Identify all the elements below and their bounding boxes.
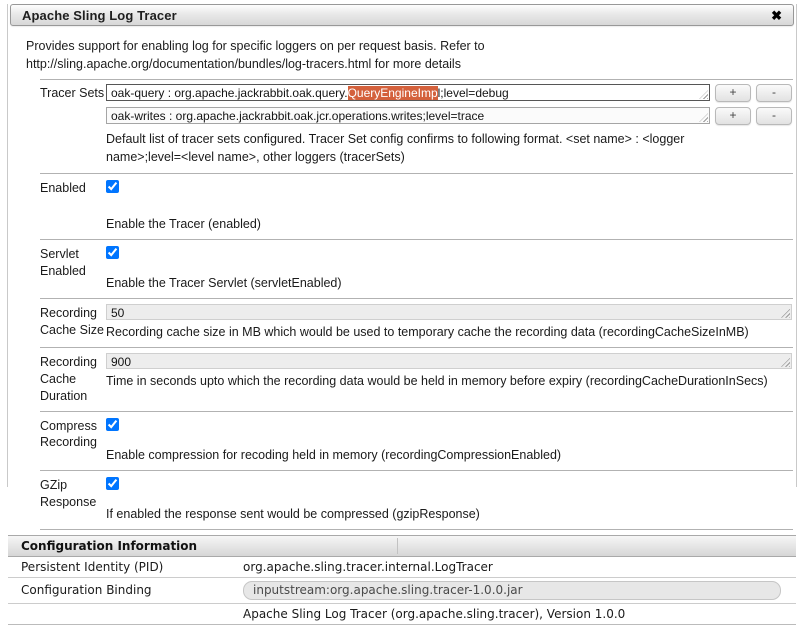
compress-recording-help: Enable compression for recoding held in memory (recordingCompressionEnabled): [106, 447, 562, 462]
selected-text: QueryEngineImp: [347, 86, 438, 101]
remove-tracer-set-button[interactable]: -: [756, 107, 792, 125]
tracer-set-1-text-before: oak-query : org.apache.jackrabbit.oak.query.: [111, 86, 348, 101]
configuration-binding-value: inputstream:org.apache.sling.tracer-1.0.0.jar: [243, 581, 781, 600]
resize-grip-icon[interactable]: [699, 90, 708, 99]
tracer-sets-help: Default list of tracer sets configured. Tracer Set config confirms to following format. <set name> : <logger name>;level=<level name>, other loggers (tracerSets): [106, 132, 685, 165]
remove-tracer-set-button[interactable]: -: [756, 84, 792, 102]
tracer-set-1-text-after: l;level=debug: [437, 86, 509, 101]
configuration-binding-field: [243, 581, 786, 600]
recording-cache-duration-help: Time in seconds upto which the recording data would be held in memory before expiry (recordingCacheDurationInSecs): [106, 373, 768, 388]
recording-cache-duration-input[interactable]: [106, 353, 792, 369]
config-dialog: [7, 4, 797, 621]
row-servlet-enabled: [40, 239, 793, 298]
enabled-field: [106, 179, 793, 233]
dialog-titlebar: [10, 4, 794, 26]
recording-cache-size-help: Recording cache size in MB which would be used to temporary cache the recording data (recordingCacheSizeInMB): [106, 324, 749, 339]
pid-value: org.apache.sling.tracer.internal.LogTracer: [243, 559, 493, 574]
resize-grip-icon[interactable]: [699, 113, 708, 122]
servlet-enabled-field: [106, 245, 793, 292]
gzip-response-checkbox[interactable]: [106, 477, 119, 490]
gzip-response-field: [106, 476, 793, 523]
resize-grip-icon[interactable]: [781, 358, 790, 367]
configuration-binding-label: Configuration Binding: [21, 583, 152, 598]
enabled-checkbox[interactable]: [106, 180, 119, 193]
bundle-version-value: Apache Sling Log Tracer (org.apache.sling.tracer), Version 1.0.0: [243, 606, 626, 621]
row-tracer-sets: [40, 79, 793, 172]
gzip-response-label: GZip Response: [40, 477, 97, 509]
compress-recording-label: Compress Recording: [40, 418, 97, 450]
tracer-set-input-1[interactable]: [106, 84, 710, 101]
gzip-response-help: If enabled the response sent would be compressed (gzipResponse): [106, 506, 480, 521]
row-recording-cache-size: [40, 298, 793, 347]
row-recording-cache-duration: [40, 347, 793, 411]
resize-grip-icon[interactable]: [781, 309, 790, 318]
compress-recording-checkbox[interactable]: [106, 418, 119, 431]
tracer-set-entry: [106, 84, 792, 102]
recording-cache-duration-label: Recording Cache Duration: [40, 354, 97, 403]
recording-cache-duration-field: [106, 353, 793, 405]
servlet-enabled-checkbox[interactable]: [106, 246, 119, 259]
recording-cache-size-label: Recording Cache Size: [40, 305, 104, 337]
compress-recording-field: [106, 417, 793, 464]
recording-cache-size-field: [106, 304, 793, 341]
row-enabled: [40, 173, 793, 239]
dialog-description: Provides support for enabling log for specific loggers on per request basis. Refer to http://sling.apache.org/documentation/bundles/log-tracers.html for more details: [26, 39, 485, 72]
dialog-title: Apache Sling Log Tracer: [22, 7, 177, 23]
pid-row: [8, 557, 796, 578]
close-icon[interactable]: ✖: [771, 7, 782, 23]
row-gzip-response: [40, 470, 793, 529]
recording-cache-size-value: 50: [111, 305, 125, 320]
enabled-help: Enable the Tracer (enabled): [106, 216, 261, 231]
tracer-set-2-text: oak-writes : org.apache.jackrabbit.oak.jcr.operations.writes;level=trace: [111, 109, 485, 124]
add-tracer-set-button[interactable]: +: [715, 84, 751, 102]
row-compress-recording: [40, 411, 793, 470]
pid-label: Persistent Identity (PID): [21, 559, 164, 574]
configuration-information-header: Configuration Information: [8, 535, 796, 557]
recording-cache-size-input[interactable]: [106, 304, 792, 320]
servlet-enabled-label: Servlet Enabled: [40, 246, 86, 278]
recording-cache-duration-value: 900: [111, 354, 132, 369]
tracer-sets-field: [106, 84, 793, 166]
servlet-enabled-help: Enable the Tracer Servlet (servletEnabled): [106, 275, 342, 290]
bundle-version-row: [8, 604, 796, 625]
configuration-information-section: [8, 535, 796, 625]
tracer-sets-label: Tracer Sets: [40, 86, 105, 101]
tracer-set-input-2[interactable]: [106, 107, 710, 124]
configuration-binding-row: [8, 578, 796, 604]
form-bottom-divider: [40, 529, 793, 530]
tracer-set-entry: [106, 107, 792, 125]
enabled-label: Enabled: [40, 180, 86, 195]
add-tracer-set-button[interactable]: +: [715, 107, 751, 125]
